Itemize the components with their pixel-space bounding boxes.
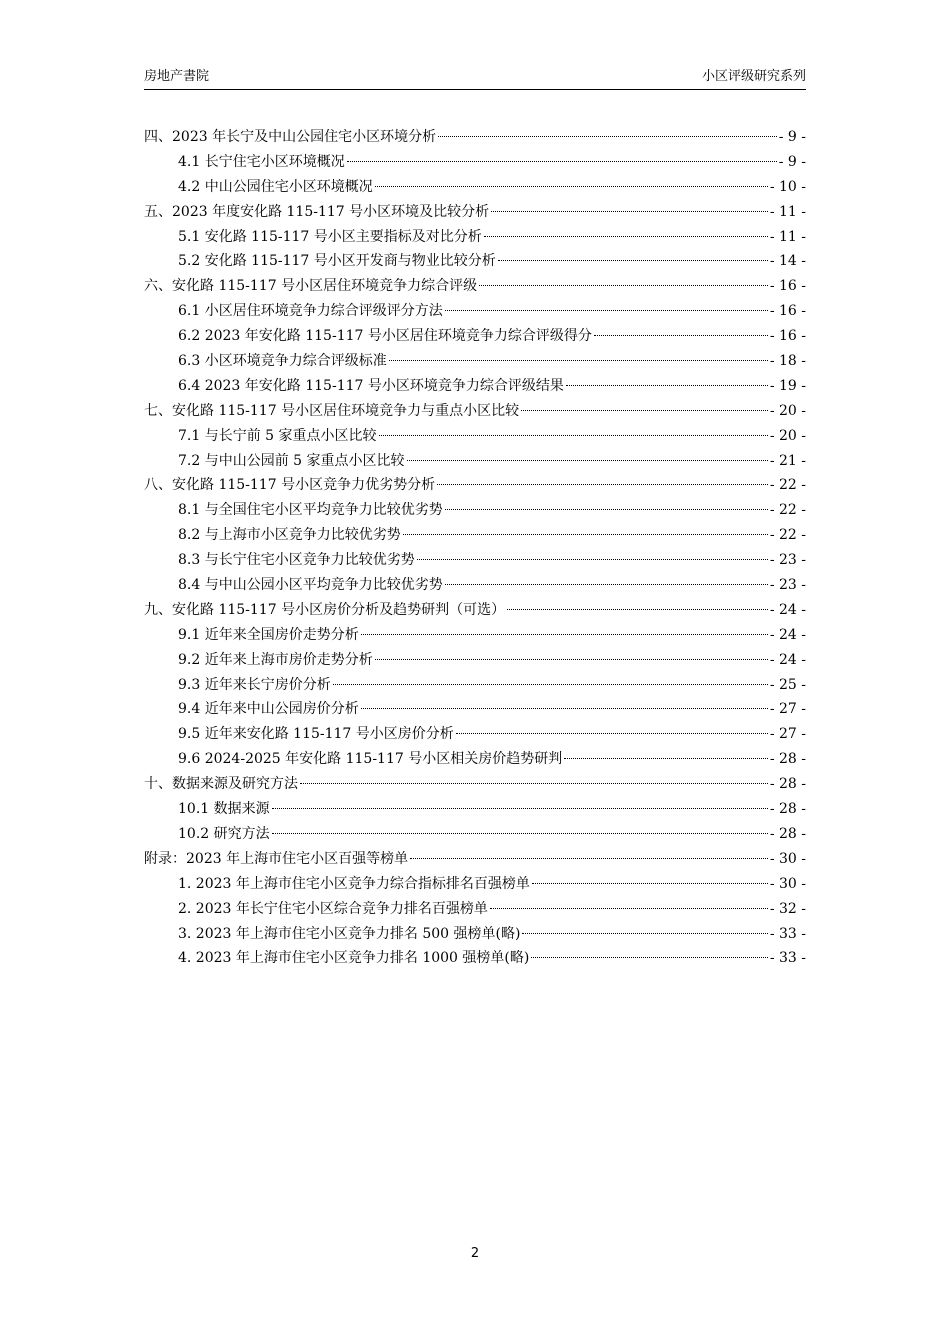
toc-entry[interactable]: [144, 249, 806, 274]
toc-entry-title: 9.3 近年来长宁房价分析: [178, 676, 331, 693]
toc-entry-title: 8.2 与上海市小区竞争力比较优劣势: [178, 527, 401, 544]
toc-entry-page: - 24 -: [769, 626, 806, 643]
toc-entry-title: 10.1 数据来源: [178, 801, 270, 818]
toc-entry-title: 8.4 与中山公园小区平均竞争力比较优劣势: [178, 577, 443, 594]
toc-entry-page: - 19 -: [769, 377, 806, 394]
toc-entry-page: - 16 -: [769, 278, 806, 295]
toc-entry-title: 3. 2023 年上海市住宅小区竞争力排名 500 强榜单(略): [178, 925, 521, 942]
toc-entry-page: - 24 -: [769, 651, 806, 668]
toc-entry-title: 10.2 研究方法: [178, 825, 270, 842]
toc-entry[interactable]: [144, 299, 806, 324]
toc-entry-title: 1. 2023 年上海市住宅小区竞争力综合指标排名百强榜单: [178, 875, 530, 892]
toc-entry-page: - 25 -: [769, 676, 806, 693]
toc-entry-page: - 22 -: [769, 502, 806, 519]
toc-entry[interactable]: [144, 225, 806, 250]
toc-entry-page: - 23 -: [769, 552, 806, 569]
toc-entry-page: - 10 -: [769, 178, 806, 195]
toc-entry[interactable]: [144, 200, 806, 225]
toc-entry[interactable]: [144, 598, 806, 623]
toc-entry-page: - 20 -: [769, 402, 806, 419]
toc-entry-title: 五、2023 年度安化路 115-117 号小区环境及比较分析: [144, 203, 490, 220]
toc-entry-page: - 9 -: [778, 153, 806, 170]
toc-entry[interactable]: [144, 523, 806, 548]
toc-dot-leader: [490, 907, 768, 909]
toc-entry-page: - 33 -: [769, 925, 806, 942]
toc-entry[interactable]: [144, 274, 806, 299]
toc-entry[interactable]: [144, 175, 806, 200]
toc-entry[interactable]: [144, 349, 806, 374]
toc-entry-title: 6.3 小区环境竞争力综合评级标准: [178, 353, 387, 370]
toc-entry[interactable]: [144, 449, 806, 474]
toc-entry[interactable]: [144, 897, 806, 922]
toc-entry[interactable]: [144, 498, 806, 523]
toc-dot-leader: [564, 757, 768, 759]
toc-dot-leader: [438, 135, 777, 137]
toc-dot-leader: [445, 508, 768, 510]
toc-entry-page: - 30 -: [769, 875, 806, 892]
page-header: [144, 67, 806, 90]
toc-entry[interactable]: [144, 673, 806, 698]
toc-dot-leader: [498, 259, 768, 261]
toc-entry-title: 八、安化路 115-117 号小区竞争力优劣势分析: [144, 477, 436, 494]
toc-entry-title: 9.4 近年来中山公园房价分析: [178, 701, 359, 718]
toc-entry-page: - 28 -: [769, 751, 806, 768]
toc-entry-page: - 11 -: [769, 203, 806, 220]
toc-entry-page: - 16 -: [769, 328, 806, 345]
toc-entry-page: - 14 -: [769, 253, 806, 270]
toc-entry-page: - 27 -: [769, 726, 806, 743]
toc-dot-leader: [594, 334, 768, 336]
toc-dot-leader: [272, 832, 768, 834]
toc-entry-title: 6.2 2023 年安化路 115-117 号小区居住环境竞争力综合评级得分: [178, 328, 592, 345]
toc-entry-title: 4. 2023 年上海市住宅小区竞争力排名 1000 强榜单(略): [178, 950, 530, 967]
toc-entry-page: - 32 -: [769, 900, 806, 917]
toc-entry[interactable]: [144, 697, 806, 722]
toc-entry-page: - 22 -: [769, 527, 806, 544]
toc-dot-leader: [491, 210, 768, 212]
toc-dot-leader: [407, 459, 768, 461]
toc-entry-title: 6.1 小区居住环境竞争力综合评级评分方法: [178, 303, 443, 320]
toc-entry[interactable]: [144, 648, 806, 673]
toc-dot-leader: [375, 185, 768, 187]
header-publisher: 房地产書院: [144, 69, 210, 84]
toc-entry-title: 4.2 中山公园住宅小区环境概况: [178, 178, 373, 195]
toc-entry-title: 5.2 安化路 115-117 号小区开发商与物业比较分析: [178, 253, 496, 270]
toc-entry-page: - 27 -: [769, 701, 806, 718]
toc-dot-leader: [456, 732, 768, 734]
toc-entry-page: - 28 -: [769, 776, 806, 793]
toc-entry[interactable]: [144, 797, 806, 822]
toc-entry-page: - 23 -: [769, 577, 806, 594]
toc-entry[interactable]: [144, 374, 806, 399]
toc-entry[interactable]: [144, 424, 806, 449]
toc-entry-page: - 20 -: [769, 427, 806, 444]
toc-entry-title: 8.3 与长宁住宅小区竞争力比较优劣势: [178, 552, 415, 569]
toc-entry-title: 四、2023 年长宁及中山公园住宅小区环境分析: [144, 129, 437, 145]
toc-entry-page: - 33 -: [769, 950, 806, 967]
toc-dot-leader: [521, 409, 768, 411]
toc-entry[interactable]: [144, 747, 806, 772]
toc-entry-page: - 11 -: [769, 228, 806, 245]
toc-entry[interactable]: [144, 548, 806, 573]
toc-entry[interactable]: [144, 722, 806, 747]
toc-dot-leader: [403, 533, 768, 535]
toc-dot-leader: [379, 434, 768, 436]
toc-entry-title: 附录：2023 年上海市住宅小区百强等榜单: [144, 850, 409, 867]
toc-entry-title: 5.1 安化路 115-117 号小区主要指标及对比分析: [178, 228, 482, 245]
toc-entry-page: - 24 -: [769, 601, 806, 618]
toc-dot-leader: [437, 483, 768, 485]
toc-entry[interactable]: [144, 623, 806, 648]
toc-entry-page: - 28 -: [769, 825, 806, 842]
toc-entry[interactable]: [144, 473, 806, 498]
toc-entry[interactable]: [144, 324, 806, 349]
toc-dot-leader: [389, 359, 768, 361]
page-number: 2: [470, 1246, 480, 1261]
toc-dot-leader: [333, 683, 768, 685]
toc-entry-page: - 16 -: [769, 303, 806, 320]
toc-entry-page: - 28 -: [769, 801, 806, 818]
toc-entry[interactable]: [144, 150, 806, 175]
header-series-title: 小区评级研究系列: [701, 69, 806, 84]
toc-entry[interactable]: [144, 872, 806, 897]
toc-dot-leader: [484, 235, 768, 237]
toc-entry[interactable]: [144, 822, 806, 847]
toc-entry[interactable]: [144, 573, 806, 598]
toc-entry[interactable]: [144, 772, 806, 797]
toc-entry-title: 4.1 长宁住宅小区环境概况: [178, 153, 345, 170]
toc-entry-page: - 21 -: [769, 452, 806, 469]
toc-dot-leader: [445, 583, 768, 585]
toc-entry-title: 十、数据来源及研究方法: [144, 776, 298, 793]
toc-entry-title: 9.2 近年来上海市房价走势分析: [178, 651, 373, 668]
toc-dot-leader: [531, 956, 767, 958]
toc-dot-leader: [272, 807, 768, 809]
toc-dot-leader: [417, 558, 768, 560]
toc-dot-leader: [479, 284, 768, 286]
table-of-contents: [144, 125, 806, 971]
toc-dot-leader: [566, 384, 768, 386]
toc-entry-page: - 22 -: [769, 477, 806, 494]
toc-entry-title: 6.4 2023 年安化路 115-117 号小区环境竞争力综合评级结果: [178, 377, 564, 394]
toc-entry-title: 2. 2023 年长宁住宅小区综合竞争力排名百强榜单: [178, 900, 488, 917]
toc-dot-leader: [522, 932, 767, 934]
toc-entry-title: 9.5 近年来安化路 115-117 号小区房价分析: [178, 726, 454, 743]
toc-entry-title: 九、安化路 115-117 号小区房价分析及趋势研判（可选）: [144, 601, 506, 618]
toc-entry-title: 9.1 近年来全国房价走势分析: [178, 626, 359, 643]
toc-entry[interactable]: [144, 125, 806, 150]
toc-dot-leader: [347, 160, 777, 162]
toc-dot-leader: [361, 633, 768, 635]
toc-entry[interactable]: [144, 946, 806, 971]
toc-dot-leader: [445, 309, 768, 311]
toc-dot-leader: [410, 857, 768, 859]
toc-dot-leader: [300, 782, 768, 784]
toc-entry-page: - 30 -: [769, 850, 806, 867]
toc-dot-leader: [361, 707, 768, 709]
toc-dot-leader: [532, 882, 768, 884]
toc-entry-title: 六、安化路 115-117 号小区居住环境竞争力综合评级: [144, 278, 478, 295]
toc-entry-page: - 18 -: [769, 353, 806, 370]
toc-dot-leader: [507, 608, 768, 610]
toc-entry-title: 七、安化路 115-117 号小区居住环境竞争力与重点小区比较: [144, 402, 520, 419]
toc-entry[interactable]: [144, 922, 806, 947]
toc-entry-title: 7.1 与长宁前 5 家重点小区比较: [178, 427, 377, 444]
toc-entry-title: 7.2 与中山公园前 5 家重点小区比较: [178, 452, 405, 469]
toc-entry-title: 9.6 2024-2025 年安化路 115-117 号小区相关房价趋势研判: [178, 751, 563, 768]
toc-entry[interactable]: [144, 847, 806, 872]
toc-dot-leader: [375, 658, 768, 660]
toc-entry-page: - 9 -: [778, 129, 806, 145]
toc-entry[interactable]: [144, 399, 806, 424]
toc-entry-title: 8.1 与全国住宅小区平均竞争力比较优劣势: [178, 502, 443, 519]
